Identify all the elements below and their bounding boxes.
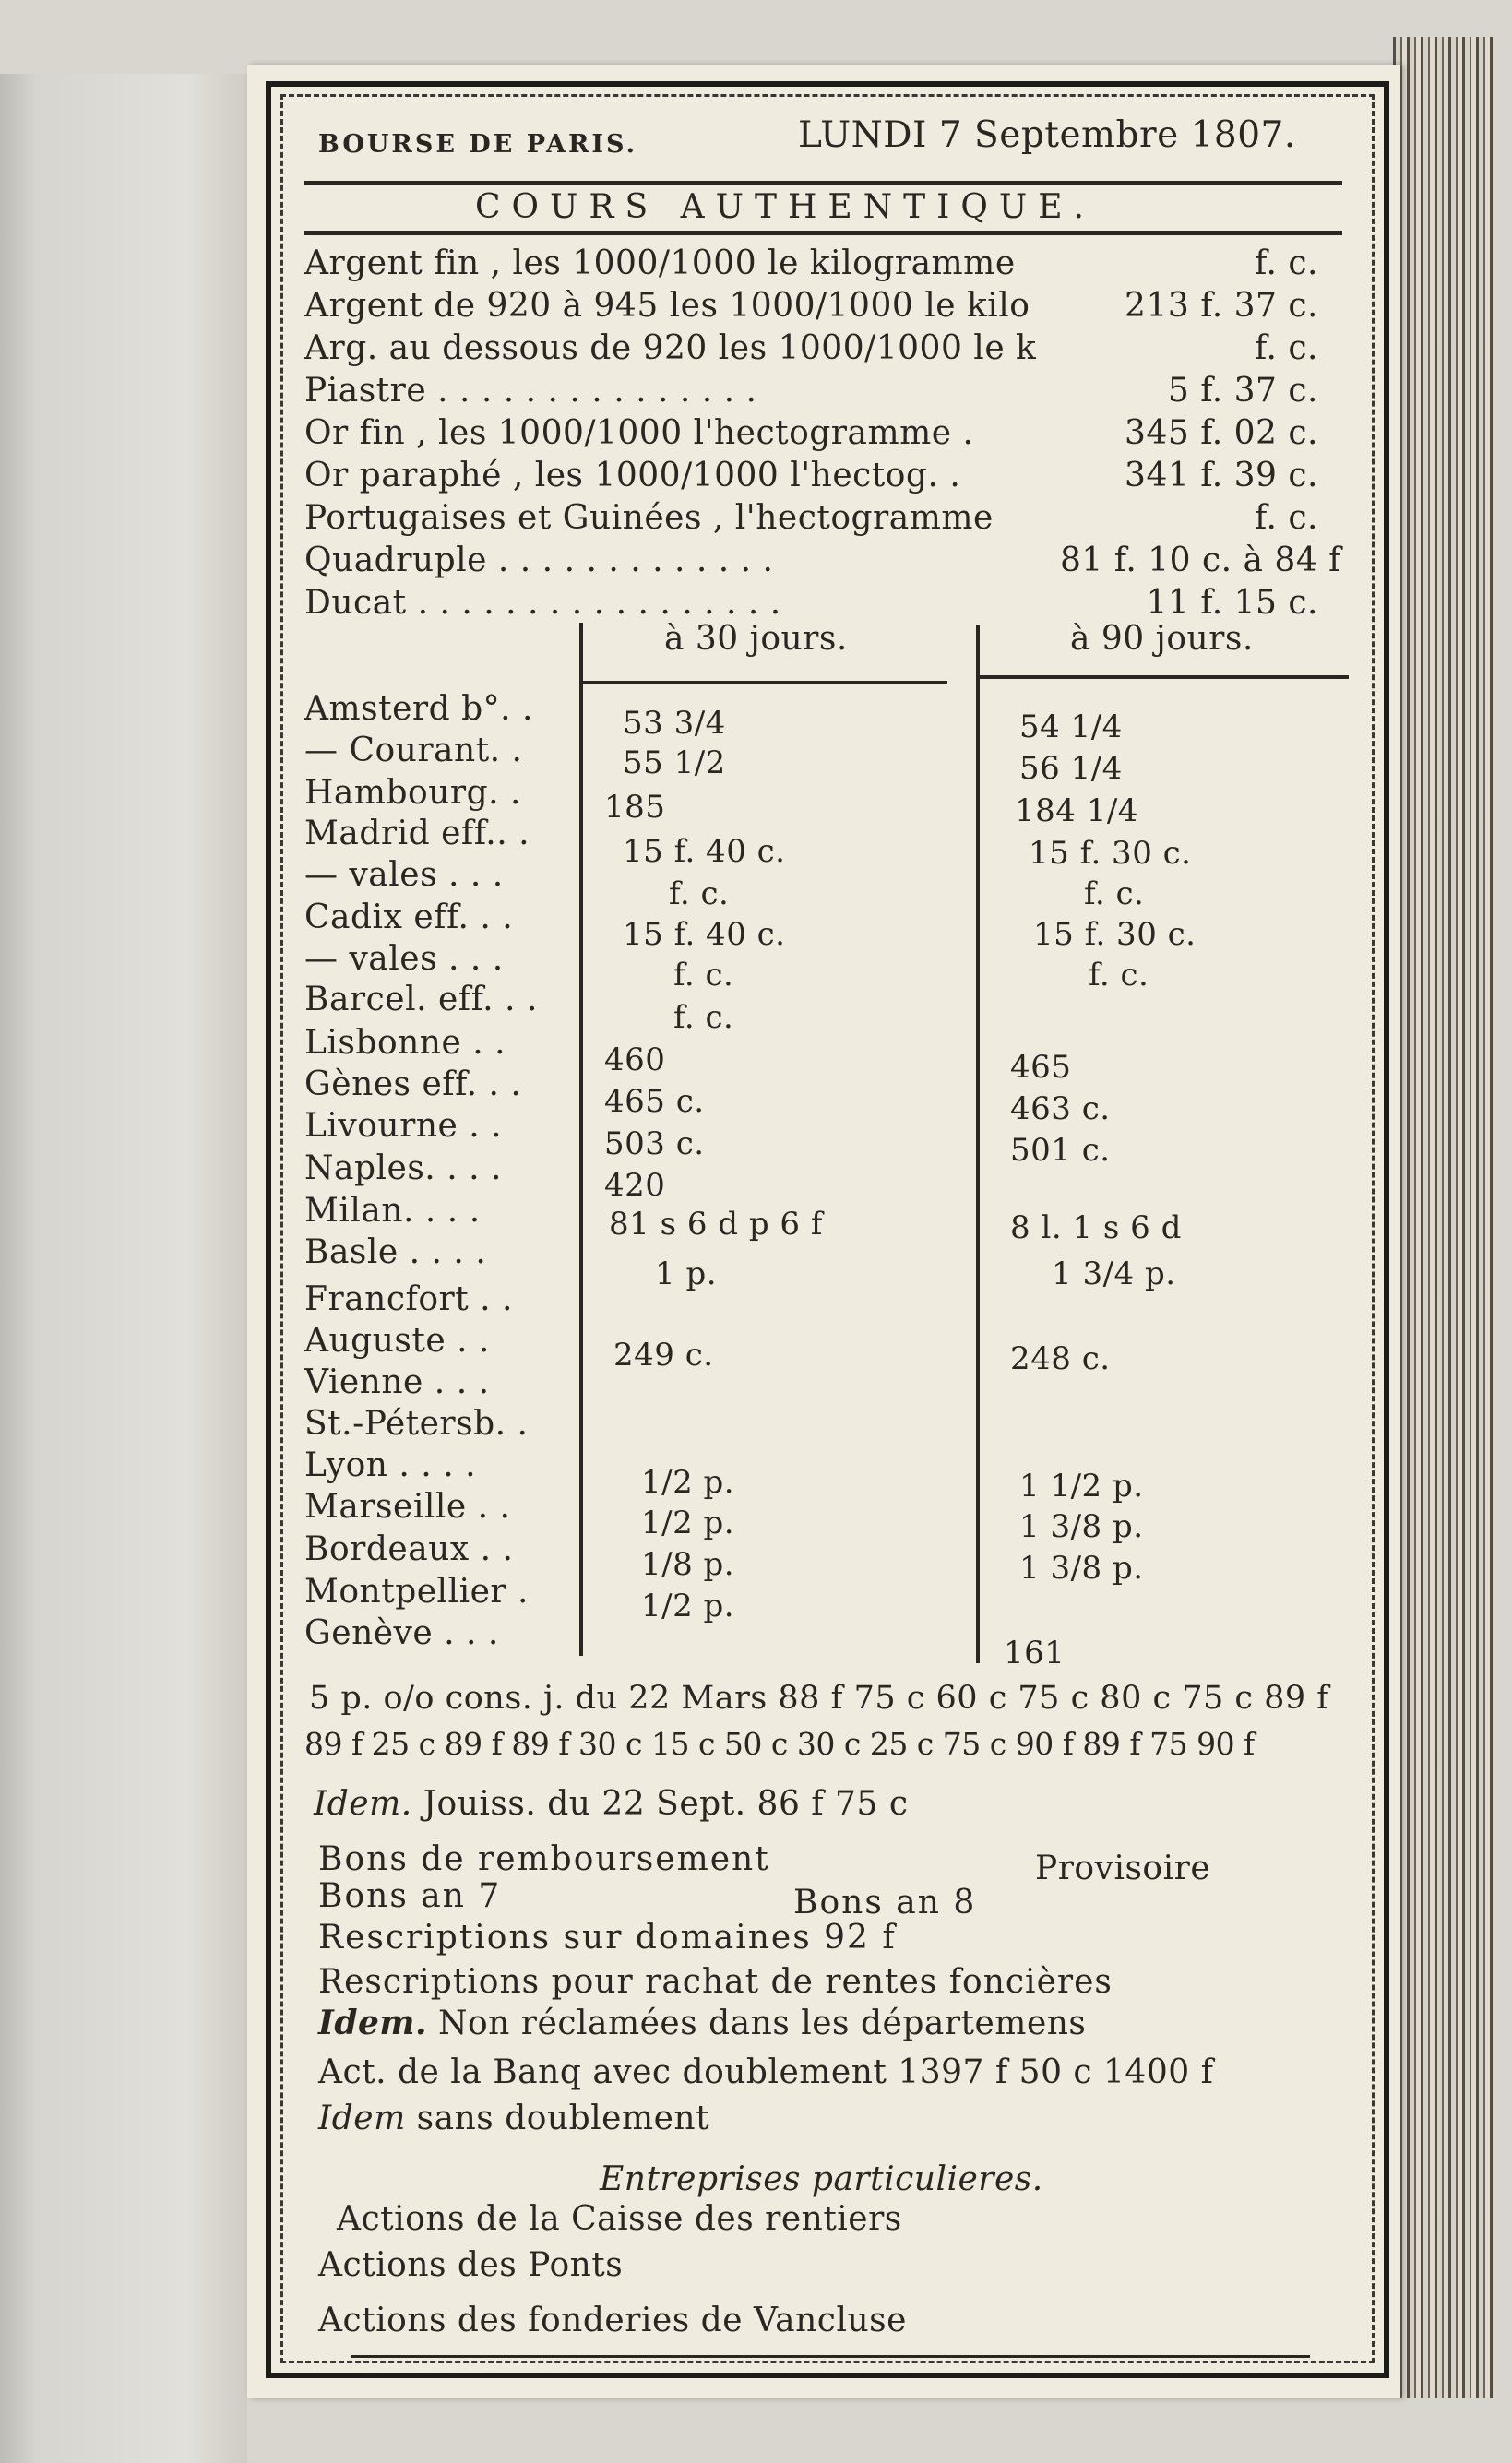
rescriptions-domaines: Rescriptions sur domaines 92 f xyxy=(318,1919,897,1957)
place-label: Naples. . . . xyxy=(304,1149,502,1187)
place-label: — vales . . . xyxy=(304,940,504,978)
metal-label: Argent fin , les 1000/1000 le kilogramme xyxy=(304,244,1016,282)
idem2-text: Non réclamées dans les départemens xyxy=(438,2005,1087,2042)
rate-90: 184 1/4 xyxy=(1015,792,1138,829)
metal-label: Argent de 920 à 945 les 1000/1000 le kilo xyxy=(304,287,1030,325)
place-label: Lyon . . . . xyxy=(304,1446,477,1484)
metal-label: Quadruple . . . . . . . . . . . . . xyxy=(304,541,774,579)
place-label: — vales . . . xyxy=(304,856,504,894)
place-label: Francfort . . xyxy=(304,1280,513,1318)
page-title: COURS AUTHENTIQUE. xyxy=(475,188,1095,226)
rentes-line-2: 89 f 25 c 89 f 89 f 30 c 15 c 50 c 30 c 25 c 75 c 90 f 89 f 75 90 f xyxy=(304,1726,1255,1762)
title-rule xyxy=(304,231,1342,235)
rate-90: 15 f. 30 c. xyxy=(1029,835,1192,872)
place-label: Lisbonne . . xyxy=(304,1024,506,1062)
rate-30: 1/2 p. xyxy=(641,1505,735,1541)
rate-30: f. c. xyxy=(673,957,734,994)
place-label: Madrid eff.. . xyxy=(304,815,530,852)
place-label: Vienne . . . xyxy=(304,1363,490,1401)
entreprises-heading: Entreprises particulieres. xyxy=(600,2160,1043,2198)
idem-jouissance xyxy=(314,1785,908,1824)
rate-90: 1 1/2 p. xyxy=(1019,1468,1144,1505)
actions-ponts: Actions des Ponts xyxy=(318,2246,624,2284)
col-header-rule-90 xyxy=(980,675,1349,679)
report-date: LUNDI 7 Septembre 1807. xyxy=(798,114,1296,156)
place-label: Bordeaux . . xyxy=(304,1530,514,1568)
place-label: Amsterd b°. . xyxy=(304,690,533,728)
col-header-30: à 30 jours. xyxy=(664,620,848,658)
idem3-text: sans doublement xyxy=(416,2100,710,2137)
rate-90: 1 3/8 p. xyxy=(1019,1508,1144,1545)
rate-30: 1/2 p. xyxy=(641,1464,735,1501)
rate-30: 249 c. xyxy=(613,1337,714,1374)
metal-value: f. c. xyxy=(1254,244,1318,282)
rate-90: f. c. xyxy=(1089,957,1149,994)
place-label: Basle . . . . xyxy=(304,1233,487,1271)
rate-30: 465 c. xyxy=(604,1083,705,1120)
metal-label: Arg. au dessous de 920 les 1000/1000 le k xyxy=(304,329,1037,367)
place-label: Genève . . . xyxy=(304,1614,499,1652)
metal-label: Portugaises et Guinées , l'hectogramme xyxy=(304,499,994,537)
metal-label: Piastre . . . . . . . . . . . . . . . xyxy=(304,372,757,410)
header-rule xyxy=(304,181,1342,185)
place-label: Gènes eff. . . xyxy=(304,1065,522,1103)
place-label: Marseille . . xyxy=(304,1488,511,1526)
column-divider-right xyxy=(976,625,980,1663)
place-label: Cadix eff. . . xyxy=(304,898,514,936)
rate-30: 81 s 6 d p 6 f xyxy=(609,1206,823,1243)
idem-text: Jouiss. du 22 Sept. 86 f 75 c xyxy=(423,1785,909,1823)
metal-value: 345 f. 02 c. xyxy=(1125,414,1318,452)
provisoire-label: Provisoire xyxy=(1035,1850,1211,1887)
col-header-rule-30 xyxy=(583,681,947,684)
idem-non-reclamees xyxy=(318,2004,1086,2043)
bons-remboursement: Bons de remboursement xyxy=(318,1840,770,1878)
rate-90: 15 f. 30 c. xyxy=(1033,916,1197,953)
rate-90: 465 xyxy=(1010,1049,1072,1086)
rate-90: 248 c. xyxy=(1010,1340,1111,1377)
rate-30: 420 xyxy=(604,1167,666,1204)
actions-banque: Act. de la Banq avec doublement 1397 f 50 c 1400 f xyxy=(318,2053,1214,2091)
place-label: Montpellier . xyxy=(304,1573,529,1611)
bottom-rule xyxy=(351,2355,1310,2358)
idem-label: Idem. xyxy=(314,1785,412,1823)
bons-an8: Bons an 8 xyxy=(793,1884,977,1922)
metal-value: 11 f. 15 c. xyxy=(1146,584,1318,622)
metal-value: 5 f. 37 c. xyxy=(1167,372,1318,410)
rate-30: 53 3/4 xyxy=(623,705,726,742)
rate-90: 161 xyxy=(1004,1635,1066,1672)
rate-90: 501 c. xyxy=(1010,1132,1111,1169)
place-label: Hambourg. . xyxy=(304,774,521,812)
metal-value: f. c. xyxy=(1254,329,1318,367)
rate-90: 1 3/8 p. xyxy=(1019,1550,1144,1587)
rate-30: 55 1/2 xyxy=(623,744,726,781)
rate-30: 503 c. xyxy=(604,1125,705,1162)
bons-an7: Bons an 7 xyxy=(318,1877,502,1915)
actions-fonderies: Actions des fonderies de Vancluse xyxy=(318,2302,907,2339)
page-edges xyxy=(1393,37,1494,2398)
rentes-line-1: 5 p. o/o cons. j. du 22 Mars 88 f 75 c 60 c 75 c 80 c 75 c 89 f xyxy=(309,1680,1329,1717)
place-label: St.-Pétersb. . xyxy=(304,1405,529,1443)
rate-90: 1 3/4 p. xyxy=(1052,1255,1176,1292)
rate-30: 15 f. 40 c. xyxy=(623,833,786,870)
metal-value: 213 f. 37 c. xyxy=(1125,287,1318,325)
place-label: Barcel. eff. . . xyxy=(304,981,538,1018)
rate-30: 1/8 p. xyxy=(641,1546,735,1583)
exchange-name: BOURSE DE PARIS. xyxy=(318,130,637,159)
place-label: Milan. . . . xyxy=(304,1192,481,1230)
rate-90: 54 1/4 xyxy=(1019,708,1123,745)
idem3-label: Idem xyxy=(318,2100,406,2137)
metal-value: 81 f. 10 c. à 84 f xyxy=(1060,541,1341,579)
metal-label: Or paraphé , les 1000/1000 l'hectog. . xyxy=(304,457,961,494)
metal-value: 341 f. 39 c. xyxy=(1125,457,1318,494)
rate-30: f. c. xyxy=(669,875,730,912)
place-label: Auguste . . xyxy=(304,1322,490,1360)
place-label: Livourne . . xyxy=(304,1107,503,1145)
rate-30: 1 p. xyxy=(655,1255,718,1292)
actions-caisse: Actions de la Caisse des rentiers xyxy=(337,2200,902,2238)
rescriptions-rachat: Rescriptions pour rachat de rentes foncières xyxy=(318,1963,1113,2001)
place-label: — Courant. . xyxy=(304,732,523,769)
rate-30: 185 xyxy=(604,789,666,826)
rate-30: 1/2 p. xyxy=(641,1588,735,1624)
idem2-label: Idem. xyxy=(318,2004,428,2042)
metal-value: f. c. xyxy=(1254,499,1318,537)
rate-90: f. c. xyxy=(1084,875,1145,912)
metal-label: Or fin , les 1000/1000 l'hectogramme . xyxy=(304,414,974,452)
rate-30: 15 f. 40 c. xyxy=(623,916,786,953)
rate-90: 8 l. 1 s 6 d xyxy=(1010,1209,1182,1246)
column-divider-left xyxy=(579,623,583,1656)
rate-90: 463 c. xyxy=(1010,1090,1111,1127)
rate-30: 460 xyxy=(604,1041,666,1078)
facing-page xyxy=(0,74,247,2463)
col-header-90: à 90 jours. xyxy=(1070,620,1254,658)
idem-sans-doublement xyxy=(318,2100,709,2138)
metal-label: Ducat . . . . . . . . . . . . . . . . . xyxy=(304,584,781,622)
rate-30: f. c. xyxy=(673,999,734,1036)
rate-90: 56 1/4 xyxy=(1019,750,1123,787)
